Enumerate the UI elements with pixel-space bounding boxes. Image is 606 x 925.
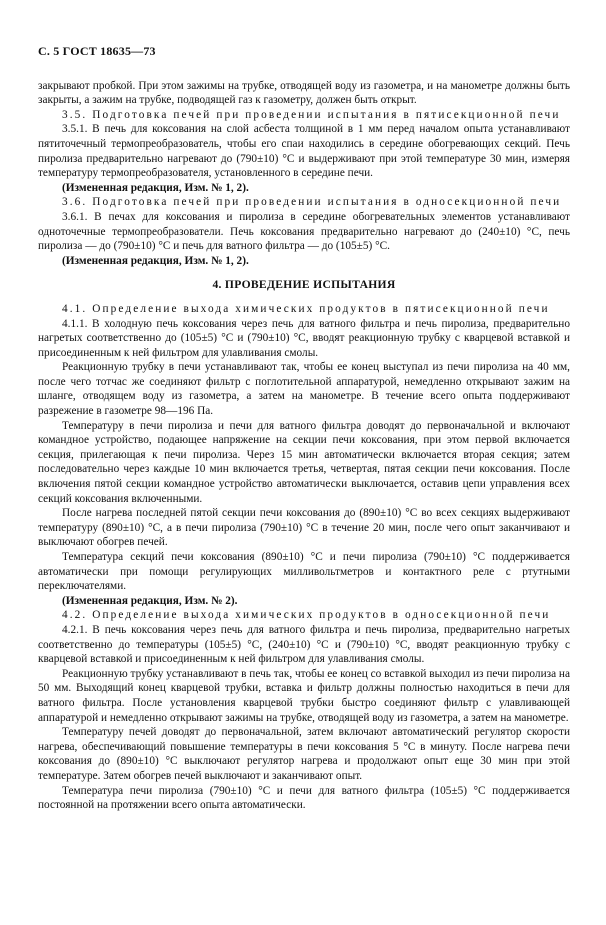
paragraph: После нагрева последней пятой секции печи коксования до (890±10) °С во всех секциях выдерживают температуру (890±10) °С, а в печи пиролиза (790±10) °С в течение 20 мин, после чего опыт заканчивают и выключают обогрев печей. (38, 507, 570, 549)
paragraph-continuation: закрывают пробкой. При этом зажимы на трубке, отводящей воду из газометра, и на манометре должны быть закрыты, а зажим на трубке, подводящей газ к газометру, должен быть открыт. (38, 79, 570, 107)
paragraph-4-2-1: 4.2.1. В печь коксования через печь для ватного фильтра и печь пиролиза, предварительно нагретых соответственно до температуры (105±5) °С, (240±10) °С и (790±10) °С, вводят реакционную трубку с кварцевой вставкой и присоединенным к ней фильтром для улавливания смолы. (38, 623, 570, 666)
paragraph: Температуру печей доводят до первоначальной, затем включают автоматический регулятор скорости нагрева, обеспечивающий повышение температуры в печи коксования 5 °С в минуту. После нагрева печи коксования до (890±10) °С выключают регулятор нагрева и продолжают опыт еще 30 мин при этой температуре. Затем обогрев печей выключают и заканчивают опыт. (38, 726, 570, 782)
paragraph: Температуру в печи пиролиза и печи для ватного фильтра доводят до первоначальной и включают командное устройство, подающее напряжение на секции печи коксования, при этом первой включается секция, прилегающая к печи пиролиза. Через 15 мин автоматически включается вторая секция; затем последовательно через каждые 10 мин включается третья, четвертая, пятая секции печи коксования. После включения пятой секции командное устройство автоматически выключается, оставив цепи управления всех секций коксования включенными. (38, 419, 570, 505)
section-4-heading: 4. ПРОВЕДЕНИЕ ИСПЫТАНИЯ (212, 278, 396, 292)
paragraph: Температура печи пиролиза (790±10) °С и печи для ватного фильтра (105±5) °С поддерживается постоянной на протяжении всего опыта автоматически. (38, 784, 570, 812)
page-header: С. 5 ГОСТ 18635—73 (38, 44, 156, 58)
amendment-note: (Измененная редакция, Изм. № 1, 2). (62, 181, 249, 194)
paragraph: Температура секций печи коксования (890±10) °С и печи пиролиза (790±10) °С поддерживается автоматически при помощи регулирующих милливольтметров и контактного реле с ртутными переключателями. (38, 551, 570, 593)
section-4-1-title: 4.1. Определение выхода химических продуктов в пятисекционной печи (62, 302, 550, 315)
section-4-2-title: 4.2. Определение выхода химических продуктов в односекционной печи (62, 609, 551, 622)
section-3-6-title: 3.6. Подготовка печей при проведении испытания в односекционной печи (62, 196, 562, 209)
paragraph: Реакционную трубку в печи устанавливают так, чтобы ее конец выступал из печи пиролиза на 40 мм, после чего тотчас же соединяют фильтр с поглотительной аппаратурой, немедленно открывают зажим на шланге, отводящем воду из газометра, а затем на манометре. В течение всего опыта поддерживают разрежение в газометре 98—196 Па. (38, 361, 570, 418)
paragraph: Реакционную трубку устанавливают в печь так, чтобы ее конец со вставкой выходил из печи пиролиза на 50 мм. Выходящий конец кварцевой трубки, вставка и фильтр должны полностью находиться в печи для ватного фильтра. После установления кварцевой трубки быстро соединяют фильтр с улавливающей аппаратурой и немедленно открывают зажимы на трубке, отводящей воду из газометра, а затем на манометре. (38, 667, 570, 724)
paragraph-3-5-1: 3.5.1. В печь для коксования на слой асбеста толщиной в 1 мм перед началом опыта устанавливают пятиточечный термопреобразователь, чтобы его спаи находились в середине обогревающих секций. Печь пиролиза предварительно нагревают до (790±10) °С и выдерживают при этой температуре 30 мин, измеряя температуру термопреобразователя, установленного в середине печи. (38, 123, 570, 180)
paragraph-4-1-1: 4.1.1. В холодную печь коксования через печь для ватного фильтра и печь пиролиза, предварительно нагретых соответственно до (105±5) °С и (790±10) °С, вводят реакционную трубку с кварцевой вставкой и присоединенным к ней фильтром для улавливания смолы. (38, 317, 570, 359)
amendment-note: (Измененная редакция, Изм. № 2). (62, 594, 238, 607)
amendment-note: (Измененная редакция, Изм. № 1, 2). (62, 254, 249, 267)
section-3-5-title: 3.5. Подготовка печей при проведении испытания в пятисекционной печи (62, 108, 561, 121)
paragraph-3-6-1: 3.6.1. В печах для коксования и пиролиза в середине обогревательных элементов устанавливают одноточечные термопреобразователи. Печь коксования предварительно нагревают до (240±10) °С, печь пиролиза — до (790±10) °С и печь для ватного фильтра — до (105±5) °С. (38, 210, 570, 253)
